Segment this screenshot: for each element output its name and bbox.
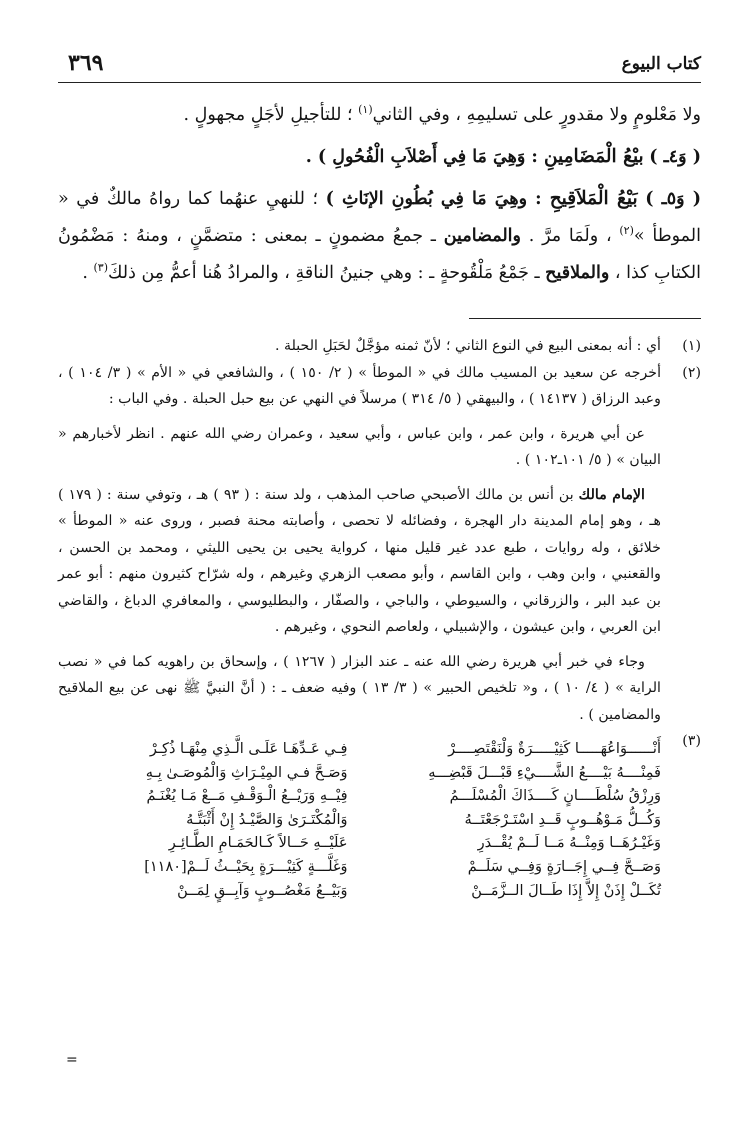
footnote-ref-2[interactable]: (٢) — [619, 224, 634, 238]
footnote-text: أخرجه عن سعيد بن المسيب مالك في « الموطأ » ( ٢/ ١٥٠ ) ، والشافعي في « الأم » ( ٣/ ١٠٤ ) ، وعبد الرزاق ( ١٤١٣٧ ) ، والبيهقي ( ٥/ ٣١٤ ) مرسلاً في النهي عن بيع حبل الحبلة . وفي الباب : — [58, 364, 662, 407]
poem-hemistich: عَلَيْــهِ حَــالاً كَـالحَمَـامِ الطَّـائِـرِ — [168, 835, 348, 852]
entry-term: بَيْعُ الْمَلاَقِيحِ — [549, 188, 638, 209]
continuation-mark: = — [66, 1052, 78, 1068]
page-number: ٣٦٩ — [68, 50, 104, 76]
footnote-ref-3[interactable]: (٣) — [93, 261, 109, 275]
main-text — [58, 97, 701, 292]
poem-hemistich: وَالْمُكْتَـرَىٰ وَالصَّيْـدُ إِنْ أَثْبَتَّـهُ — [186, 811, 348, 828]
footnotes — [58, 333, 701, 903]
poem-hemistich: وَكُــلُّ مَـوْهُــوبٍ قَــدِ اسْتَـرْجَعْتَــهُ — [464, 811, 661, 828]
term-malaqih: والملاقيح — [545, 263, 610, 283]
poem-hemistich: تُكَــلْ إِذَنْ إِلاَّ إِذَا طَــالَ الــزَّمَــنْ — [471, 882, 661, 899]
term-madamin: والمضامين — [443, 226, 521, 246]
poem — [58, 738, 661, 903]
footnote-1 — [58, 333, 701, 360]
footnote-number: (١) — [682, 338, 701, 354]
imam-name: الإمام مالك — [578, 486, 645, 503]
entry-term: بيْعُ الْمَضَامِينِ — [543, 146, 644, 167]
verse-count: [١١٨٠] — [144, 858, 187, 875]
poem-hemistich: وَغَلَّـــةٍ كَثِيْـــرَةٍ بِحَيْــثُ لَــمْ[١١٨٠] — [144, 858, 348, 875]
chapter-title: كتاب البيوع — [621, 54, 701, 74]
poem-hemistich: فِـي عَـدِّهَـا عَلَـى الَّـذِي مِنْهَـا ذُكِـرْ — [149, 741, 348, 757]
poem-hemistich: وَصَــحَّ فِــي إِجَــارَةٍ وَفِــي سَلَــمْ — [467, 858, 661, 875]
footnote-paragraph-imam-malik: الإمام مالك بن أنس بن مالك الأصبحي صاحب المذهب ، ولد سنة : ( ٩٣ ) هـ ، وتوفي سنة : ( ١٧٩ ) هـ ، وهو إمام المدينة دار الهجرة ، وفضائله لا تحصى ، وأصابته محنة فصبر ، وروى عنه « الموطأ » خلائق ، وله روايات ، طبع عدد غير قليل منها ، كرواية يحيى بن يحيى الليثي ، ومحمد بن الحسن ، والقعنبي ، وابن وهب ، وابن القاسم ، وأبو مصعب الزهري وغيرهم ، وله شرّاح كثيرون منهم : أبو عمر بن عبد البر ، والزرقاني ، والسيوطي ، والباجي ، والصفّار ، والبطليوسي ، والمعافري الدباغ ، والقاضي ابن العربي ، وابن عيشون ، والإشبيلي ، ولعاصم النحوي ، وغيرهم . — [58, 486, 661, 635]
entry-definition: : وَهِيَ مَا فِي أَصْلاَبِ الْفُحُولِ ) . — [305, 147, 544, 167]
entry-index: ( وَ٤ـ ) — [649, 147, 701, 167]
poem-hemistich: وَرِزْقُ سُلْطَــــانٍ كَــــذَاكَ الْمُسْلَـــمُ — [449, 788, 661, 805]
entry-malaqih: ( وَ٥ـ ) بَيْعُ الْمَلاَقِيحِ : وهِيَ مَا فِي بُطُونِ الإنَاثِ ) ؛ للنهيِ عنهُما كما رواهُ مالكٌ في « الموطأ »$^{(٢)}$ ، ولَمَا مرَّ . والمضامين ـ جمعُ مضمونٍ ـ بمعنى : متضمَّنٍ ، ومنهُ : مَضْمُونُ الكتابِ كذا ، والملاقيح ـ جَمْعُ مَلْقُوحةٍ ـ : وهي جنينُ الناقةِ ، والمرادُ هُنا أعمُّ مِن ذلكَ$^{(٣)}$ . — [58, 188, 701, 283]
book-page — [58, 48, 701, 1108]
running-header — [58, 48, 701, 83]
entry-madamin — [58, 138, 701, 176]
footnote-3 — [58, 728, 701, 903]
footnote-ref-1[interactable]: (١) — [358, 103, 373, 117]
poem-hemistich: أَنْــــــوَاعُهَـــــا كَثِيْـــــرَةٌ وَلْنَقْتَصِــــرْ — [448, 741, 661, 757]
poem-hemistich: فَمِنْــــهُ بَيْــــعُ الشَّــــيْءِ قَبْـــلَ قَبْضِـــهِ — [428, 764, 661, 781]
footnote-paragraph: وجاء في خبر أبي هريرة رضي الله عنه ـ عند البزار ( ١٢٦٧ ) ، وإسحاق بن راهويه كما في « نصب الراية » ( ٤/ ١٠ ) ، و« تلخيص الحبير » ( ٣/ ١٣ ) وفيه ضعف ـ : ( أنَّ النبيَّ ﷺ نهى عن بيع الملاقيح والمضامين ) . — [58, 653, 661, 723]
poem-hemistich: فِيْــهِ وَرَيْــعُ الْـوَقْـفِ مَــعْ مَـا يُغْنَـمُ — [146, 788, 348, 805]
footnote-separator — [469, 318, 701, 319]
footnote-2 — [58, 360, 701, 729]
poem-hemistich: وَصَـحَّ فـي المِيْـرَاثِ وَالْمُوصَـىٰ بِـهِ — [145, 764, 348, 781]
footnote-number: (٣) — [682, 733, 701, 749]
poem-hemistich: وَغَيْـرُهَــا وَمِنْــهُ مَــا لَــمْ يُقْــدَرِ — [477, 835, 661, 852]
poem-hemistich: وَبَيْــعُ مَغْصُــوبٍ وَآبِــقٍ لِمَــنْ — [177, 882, 348, 899]
footnote-number: (٢) — [682, 364, 701, 381]
entry-definition: : وهِيَ مَا فِي بُطُونِ الإنَاثِ ) — [325, 189, 550, 209]
entry-index: ( وَ٥ـ ) — [645, 189, 701, 209]
footnote-text: أي : أنه بمعنى البيع في النوع الثاني ؛ لأنّ ثمنه مؤجَّلٌ لحَبَلِ الحبلة . — [274, 338, 661, 354]
main-paragraph-1: ولا مَعْلومٍ ولا مقدورٍ على تسليمِهِ ، وفي الثاني$^{(١)}$ ؛ للتأجيلِ لأجَلٍ مجهولٍ . — [183, 103, 701, 125]
footnote-paragraph: عن أبي هريرة ، وابن عمر ، وابن عباس ، وأبي سعيد ، وعمران رضي الله عنهم . انظر لأخبارهم « البيان » ( ٥/ ١٠١ـ١٠٢ ) . — [58, 425, 661, 468]
